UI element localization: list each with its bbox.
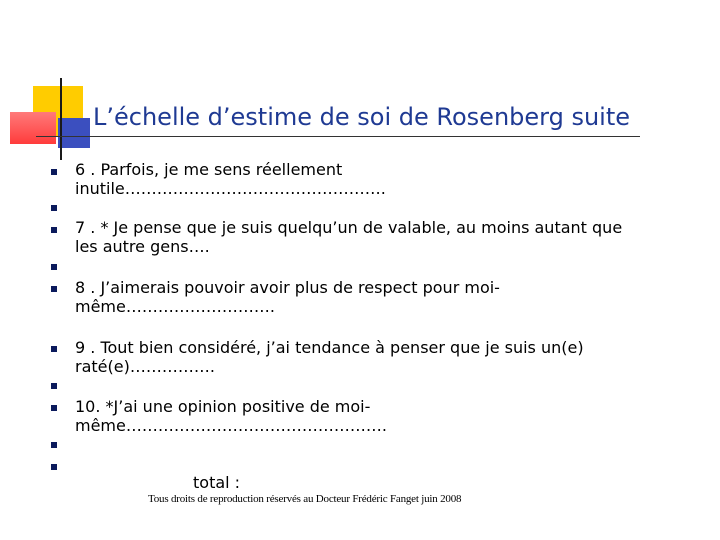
list-item: 7 . * Je pense que je suis quelqu’un de valable, au moins autant que les autre gens…. [75,218,623,256]
list-item: 8 . J’aimerais pouvoir avoir plus de respect pour moi- même………………………. [75,278,500,316]
bullet-icon [51,442,57,448]
list-item: 10. *J’ai une opinion positive de moi- même…………………………………………. [75,397,387,435]
bullet-icon [51,169,57,175]
bullet-icon [51,383,57,389]
bullet-icon [51,264,57,270]
bullet-icon [51,464,57,470]
slide-title: L’échelle d’estime de soi de Rosenberg suite [93,103,631,131]
list-item: 9 . Tout bien considéré, j’ai tendance à penser que je suis un(e) raté(e)……………. [75,338,584,376]
bullet-icon [51,405,57,411]
copyright-footer: Tous droits de reproduction réservés au Docteur Frédéric Fanget juin 2008 [148,493,462,505]
bullet-icon [51,205,57,211]
decorative-blue-block [58,118,90,148]
bullet-icon [51,346,57,352]
decorative-vertical-line [60,78,62,160]
decorative-red-block [10,112,56,144]
list-item: 6 . Parfois, je me sens réellement inutile…………………………………………. [75,160,386,198]
bullet-icon [51,286,57,292]
decorative-horizontal-line [36,136,640,137]
total-label: total : [193,473,241,492]
bullet-icon [51,227,57,233]
